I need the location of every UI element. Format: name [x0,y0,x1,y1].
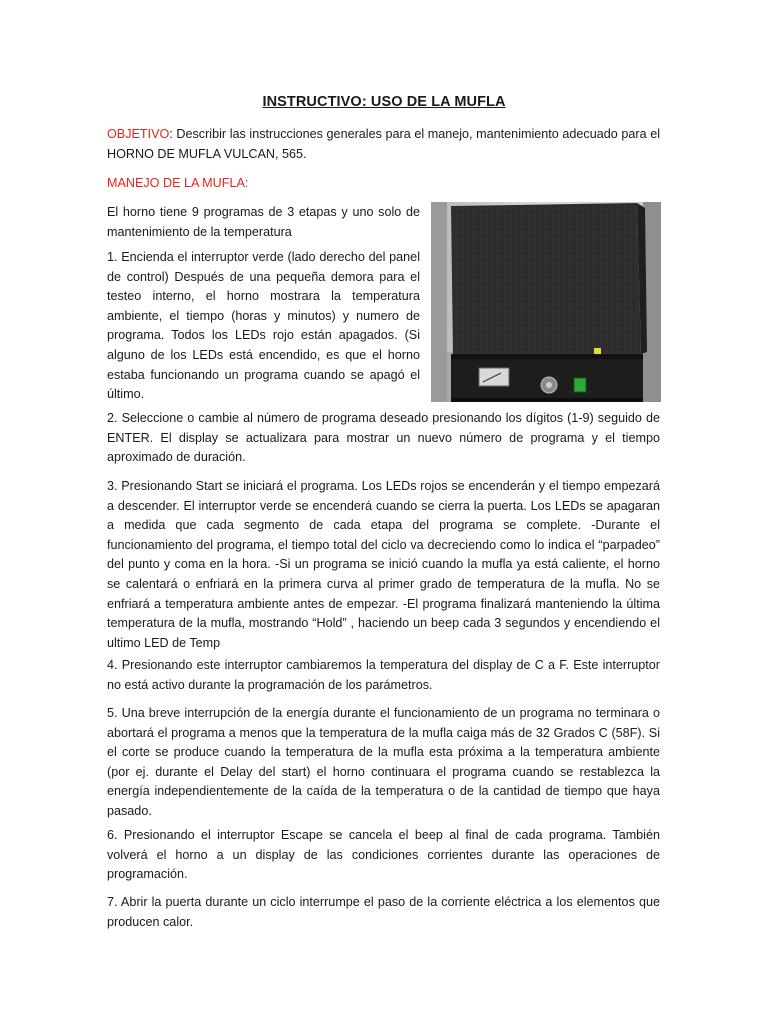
document-title: INSTRUCTIVO: USO DE LA MUFLA [262,94,506,110]
muffle-furnace-photo [431,202,661,402]
step-6-paragraph: 6. Presionando el interruptor Escape se cancela el beep al final de cada programa. También volverá el horno a un display de las condiciones corrientes durante las operaciones de programación. [107,828,660,882]
step-2-paragraph: 2. Seleccione o cambie al número de programa deseado presionando los dígitos (1-9) seguido de ENTER. El display se actualizara para mostrar un nuevo número de programa y el tiempo aproximado de duración. [107,411,660,465]
objective-paragraph [107,125,660,164]
section-heading: MANEJO DE LA MUFLA: [107,176,249,190]
step-5-paragraph: 5. Una breve interrupción de la energía durante el funcionamiento de un programa no terminara o abortará el programa a menos que la temperatura de la mufla caiga más de 32 Grados C (58F). Si el corte se produce cuando la temperatura de la mufla esta próxima a la temperatura ambiente (por ej. durante el Delay del start) el horno continuara el programa cuando se restablezca la energía independientemente de la caída de la temperatura o de la cantidad de tiempo que haya pasado. [107,706,660,818]
objective-label: OBJETIVO [107,127,170,141]
step-4-paragraph: 4. Presionando este interruptor cambiaremos la temperatura del display de C a F. Este interruptor no está activo durante la programación de los parámetros. [107,658,660,692]
intro-paragraph: El horno tiene 9 programas de 3 etapas y uno solo de mantenimiento de la temperatura [107,205,420,239]
step-7-paragraph: 7. Abrir la puerta durante un ciclo interrumpe el paso de la corriente eléctrica a los elementos que producen calor. [107,895,660,929]
step-3-paragraph: 3. Presionando Start se iniciará el programa. Los LEDs rojos se encenderán y el tiempo empezará a descender. El interruptor verde se encenderá cuando se cierra la puerta. Los LEDs se apagaran a medida que cada segmento de cada etapa del programa se complete. -Durante el funcionamiento del programa, el tiempo total del ciclo va decreciendo como lo indica el “parpadeo” del punto y coma en la hora. -Si un programa se inició cuando la mufla ya está caliente, el horno se calentará o enfriará en la primera curva al primer grado de temperatura de la mufla. No se enfriará a temperatura ambiente antes de empezar. -El programa finalizará manteniendo la última temperatura de la mufla, mostrando “Hold” , haciendo un beep cada 3 segundos y encendiendo el ultimo LED de Temp [107,479,660,650]
step-1-paragraph: 1. Encienda el interruptor verde (lado derecho del panel de control) Después de una pequeña demora para el testeo interno, el horno mostrara la temperatura ambiente, el tiempo (horas y minutos) y numero de programa. Todos los LEDs rojo están apagados. (Si alguno de los LEDs está encendido, es que el horno estaba funcionando un programa cuando se apagó el último. [107,250,420,402]
objective-text: : Describir las instrucciones generales para el manejo, mantenimiento adecuado para el HORNO DE MUFLA VULCAN, 565. [107,127,660,161]
